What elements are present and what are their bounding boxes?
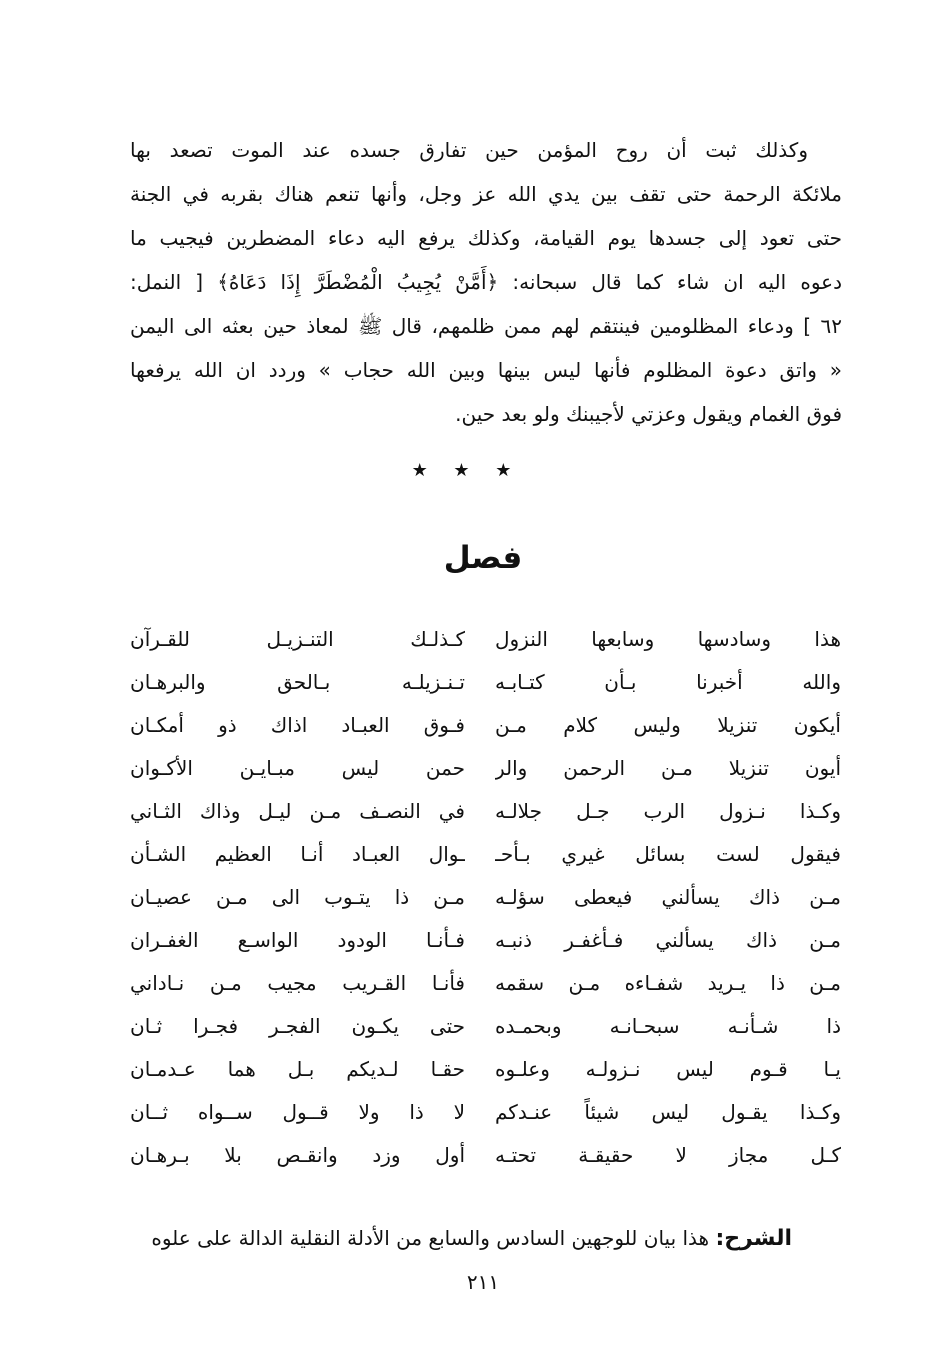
prose-line: ملائكة الرحمة حتى تقف بين يدي الله عز وجل، وأنها تنعم هناك بقربه في الجنة [130, 182, 842, 206]
verse-hemistich: هذا وسادسها وسابعها النزول [495, 627, 841, 651]
verse-hemistich: فـأنـا الودود الواسـع الغفـران [130, 928, 465, 952]
verse-hemistich: ذا شـأنـه سبحـانـه وبحمـده [495, 1014, 841, 1038]
verse-hemistich: مـن ذا يتـوب الى مـن عصيـان [130, 885, 465, 909]
poem-second-hemistichs [130, 618, 465, 1177]
verse-hemistich: لا ذا ولا قــول ســواه ثــان [130, 1100, 465, 1124]
section-separator: ★ ★ ★ [411, 460, 522, 481]
verse-hemistich: وكـذا نـزول الرب جـل جلالـه [495, 799, 841, 823]
verse-hemistich: حمن ليس مبـايـن الأكـوان [130, 756, 465, 780]
verse-hemistich: فيقول لست بسائل غيري بـأحـ [495, 842, 841, 866]
prose-line: ٦٢ ] ودعاء المظلومين فينتقم لهم ممن ظلمهم، قال ﷺ لمعاذ حين بعثه الى اليمن [130, 314, 842, 338]
poem-first-hemistichs [495, 618, 841, 1177]
verse-hemistich: أيون تنزيلا مـن الرحمن والر [495, 756, 841, 780]
verse-hemistich: تـنـزيلـه بـالحق والبرهـان [130, 670, 465, 694]
verse-hemistich: فـوق العبـاد اذاك ذو أمكـان [130, 713, 465, 737]
prose-paragraph [130, 128, 842, 436]
verse-hemistich: مـن ذاك يسألني فـأغفـر ذنبـه [495, 928, 841, 952]
prose-line: فوق الغمام ويقول وعزتي لأجيبنك ولو بعد حين. [455, 402, 842, 426]
prose-line: دعوه اليه ان شاء كما قال سبحانه: ﴿أَمَّنْ يُجِيبُ الْمُضْطَرَّ إِذَا دَعَاهُ﴾ [ النمل: [130, 270, 842, 294]
verse-hemistich: أيكون تنزيلا وليس كلام مـن [495, 713, 841, 737]
verse-hemistich: والله أخبرنا بـأن كتـابـه [495, 670, 841, 694]
verse-hemistich: وكـذا يقـول ليس شيئاً عنـدكم [495, 1100, 841, 1124]
verse-hemistich: في النصـف مـن ليـل وذاك الثـاني [130, 799, 465, 823]
page-number: ٢١١ [466, 1270, 500, 1294]
section-title: فصل [443, 540, 523, 576]
verse-hemistich: ـوال العبـاد أنـا العظيم الشـأن [130, 842, 465, 866]
prose-line: « واتق دعوة المظلوم فأنها ليس بينها وبين الله حجاب » وردد ان الله يرفعها [130, 358, 842, 382]
verse-hemistich: أول وزد وانقـص بلا بـرهـان [130, 1143, 465, 1167]
verse-hemistich: فأنـا القـريب مجيب مـن نـاداني [130, 971, 465, 995]
verse-hemistich: مـن ذا يـريد شفـاءه مـن سقمه [495, 971, 841, 995]
verse-hemistich: مـن ذاك يسألني فيعطى سؤلـه [495, 885, 841, 909]
commentary [130, 1218, 792, 1259]
verse-hemistich: حتى يكـون الفجـر فجـرا ثـان [130, 1014, 465, 1038]
commentary-label: الشرح: [715, 1226, 792, 1251]
commentary-text: هذا بيان للوجهين السادس والسابع من الأدلة النقلية الدالة على علوه [151, 1226, 710, 1250]
verse-hemistich: يـا قـوم ليس نـزولـه وعلـوه [495, 1057, 841, 1081]
verse-hemistich: كـذلـك التنـزيـل للقـرآن [130, 627, 465, 651]
prose-line: وكذلك ثبت أن روح المؤمن حين تفارق جسده عند الموت تصعد بها [130, 138, 808, 162]
verse-hemistich: حقـا لـديكم بـل هما عـدمـان [130, 1057, 465, 1081]
verse-hemistich: كـل مجاز لا حقيقـة تحتـه [495, 1143, 841, 1167]
prose-line: حتى تعود إلى جسدها يوم القيامة، وكذلك يرفع اليه دعاء المضطرين فيجيب ما [130, 226, 842, 250]
